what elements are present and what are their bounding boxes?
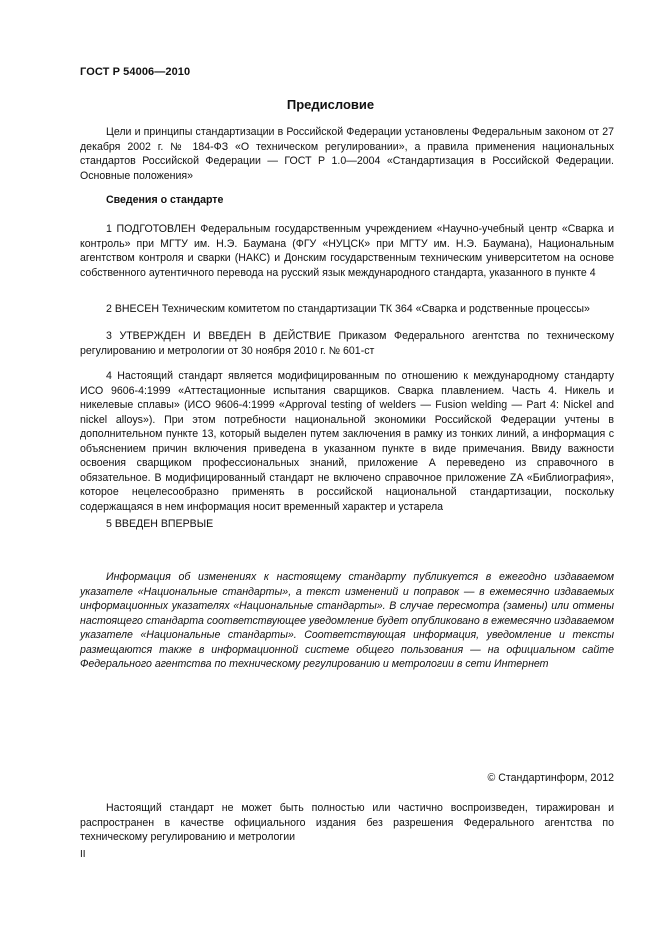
document-code-header: ГОСТ Р 54006—2010 [80,66,191,78]
item-2-paragraph: 2 ВНЕСЕН Техническим комитетом по стандартизации ТК 364 «Сварка и родственные процессы» [106,303,590,315]
item-4-paragraph: 4 Настоящий стандарт является модифицированным по отношению к международному стандарту ИСО 9606-4:1999 «Аттестационные испытания сварщиков. Сварка плавлением. Часть 4. Никель и никелевые сплавы» (ИСО 9606-4:1999 «Approval testing of welders — Fusion welding — Part 4: Nickel and nickel alloys»). При этом потребности национальной экономики Российской Федерации учтены в дополнительном пункте 13, который выделен путем заключения в рамку из тонких линий, а информация с объяснением причин включения приведена в указанном пункте в виде примечания. Ввиду важности освоения сварщиком профессиональных знаний, приложение А переведено из справочного в обязательное. В модифицированный стандарт не включено справочное приложение ZA «Библиография», которое нецелесообразно применять в российской национальной стандартизации, поскольку содержащаяся в нем информация носит временный характер и устарела [80,370,614,513]
changes-notice-paragraph: Информация об изменениях к настоящему стандарту публикуется в ежегодно издаваемом указателе «Национальные стандарты», а текст изменений и поправок — в ежемесячно издаваемых информационных указателях «Национальные стандарты». В случае пересмотра (замены) или отмены настоящего стандарта соответствующее уведомление будет опубликовано в ежемесячно издаваемом указателе «Национальные стандарты». Соответствующая информация, уведомление и тексты размещаются также в информационной системе общего пользования — на официальном сайте Федерального агентства по техническому регулированию и метрологии в сети Интернет [80,571,614,670]
item-5-paragraph: 5 ВВЕДЕН ВПЕРВЫЕ [106,518,214,530]
intro-paragraph: Цели и принципы стандартизации в Российской Федерации установлены Федеральным законом от 27 декабря 2002 г. № 184-ФЗ «О техническом регулировании», а правила применения национальных стандартов Российской Федерации — ГОСТ Р 1.0—2004 «Стандартизация в Российской Федерации. Основные положения» [80,126,614,182]
copyright-line: © Стандартинформ, 2012 [487,772,614,784]
reproduction-notice-paragraph: Настоящий стандарт не может быть полностью или частично воспроизведен, тиражирован и распространен в качестве официального издания без разрешения Федерального агентства по техническому регулированию и метрологии [80,802,614,843]
section-subheading: Сведения о стандарте [106,194,224,206]
page-title: Предисловие [286,97,375,112]
page-number: II [80,849,86,860]
item-1-paragraph: 1 ПОДГОТОВЛЕН Федеральным государственным учреждением «Научно-учебный центр «Сварка и контроль» при МГТУ им. Н.Э. Баумана (ФГУ «НУЦСК» при МГТУ им. Н.Э. Баумана), Национальным агентством контроля и сварки (НАКС) и Донским государственным техническим университетом на основе собственного аутентичного перевода на русский язык международного стандарта, указанного в пункте 4 [80,223,614,279]
item-3-paragraph: 3 УТВЕРЖДЕН И ВВЕДЕН В ДЕЙСТВИЕ Приказом Федерального агентства по техническому регулированию и метрологии от 30 ноября 2010 г. № 601-ст [80,330,614,357]
